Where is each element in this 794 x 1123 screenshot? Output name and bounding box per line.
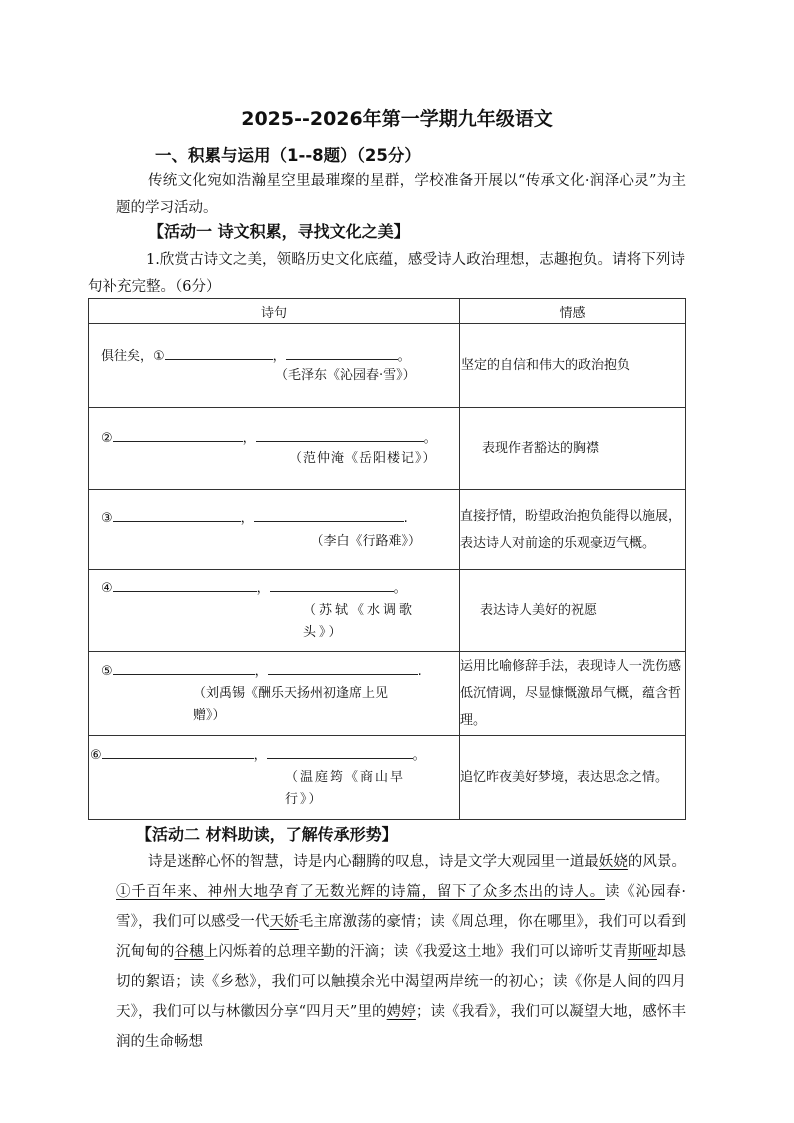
underlined-sentence: ①千百年来、神州大地孕育了无数光辉的诗篇，留下了众多杰出的诗人。 bbox=[116, 884, 605, 900]
section-heading: 一、积累与运用（1--8题）（25分） bbox=[155, 146, 421, 165]
activity-one-heading: 【活动一 诗文积累，寻找文化之美】 bbox=[148, 222, 410, 241]
answer-blank-4b[interactable] bbox=[270, 577, 394, 592]
poem-source: （范仲淹《岳阳楼记》） bbox=[289, 451, 437, 466]
answer-blank-2a[interactable] bbox=[113, 427, 243, 442]
table-header-row bbox=[89, 299, 686, 324]
answer-blank-4a[interactable] bbox=[113, 577, 257, 592]
underlined-word: 娉婷 bbox=[386, 1004, 416, 1020]
page-title: 2025--2026年第一学期九年级语文 bbox=[241, 108, 553, 130]
emotion-cell: 直接抒情，盼望政治抱负能得以施展，表达诗人对前途的乐观豪迈气概。 bbox=[460, 490, 686, 570]
emotion-cell: 追忆昨夜美好梦境，表达思念之情。 bbox=[460, 736, 686, 820]
poem-source: （刘禹锡《酬乐天扬州初逢席上见赠》） bbox=[193, 686, 389, 723]
underlined-word: 妖娆 bbox=[598, 854, 628, 870]
poem-cell: ② ， 。 （范仲淹《岳阳楼记》） bbox=[89, 408, 460, 490]
table-row bbox=[89, 408, 686, 490]
emotion-cell: 运用比喻修辞手法，表现诗人一洗伤感低沉情调，尽显慷慨激昂气概，蕴含哲理。 bbox=[460, 652, 686, 736]
emotion-cell: 表现作者豁达的胸襟 bbox=[460, 408, 686, 490]
table-row bbox=[89, 736, 686, 820]
table-row bbox=[89, 490, 686, 570]
poem-cell: 俱往矣，① ， 。 （毛泽东《沁园春·雪》） bbox=[89, 324, 460, 408]
poem-source: （温庭筠《商山早行》） bbox=[285, 770, 406, 807]
header-emotion: 情感 bbox=[460, 299, 686, 324]
poem-cell: ④ ， 。 （苏轼《水调歌头》） bbox=[89, 570, 460, 652]
table-row bbox=[89, 324, 686, 408]
underlined-word: 斯哑 bbox=[627, 944, 657, 960]
poem-source: （李白《行路难》） bbox=[310, 534, 421, 549]
poem-cell: ⑤ ， . （刘禹锡《酬乐天扬州初逢席上见赠》） bbox=[89, 652, 460, 736]
table-row bbox=[89, 570, 686, 652]
answer-blank-3a[interactable] bbox=[113, 507, 241, 522]
poem-source: （毛泽东《沁园春·雪》） bbox=[275, 368, 416, 383]
poem-cell: ⑥ ， 。 （温庭筠《商山早行》） bbox=[89, 736, 460, 820]
header-poem: 诗句 bbox=[89, 299, 460, 324]
answer-blank-6a[interactable] bbox=[102, 744, 254, 759]
underlined-word: 谷穗 bbox=[174, 944, 204, 960]
emotion-cell: 坚定的自信和伟大的政治抱负 bbox=[460, 324, 686, 408]
answer-blank-6b[interactable] bbox=[267, 744, 413, 759]
intro-paragraph: 传统文化宛如浩瀚星空里最璀璨的星群，学校准备开展以“传承文化·润泽心灵”为主题的学习活动。 bbox=[116, 173, 686, 216]
activity-two-heading: 【活动二 材料助读，了解传承形势】 bbox=[136, 825, 398, 844]
answer-blank-5a[interactable] bbox=[113, 660, 255, 675]
answer-blank-2b[interactable] bbox=[256, 427, 424, 442]
question-one: 1.欣赏古诗文之美，领略历史文化底蕴，感受诗人政治理想，志趣抱负。请将下列诗句补充完整。（6分） bbox=[88, 252, 685, 295]
poem-table bbox=[88, 298, 686, 820]
answer-blank-5b[interactable] bbox=[268, 660, 418, 675]
answer-blank-1b[interactable] bbox=[286, 345, 398, 360]
poem-source: （苏轼《水调歌头》） bbox=[303, 603, 416, 640]
underlined-word: 天娇 bbox=[269, 914, 299, 930]
table-row bbox=[89, 652, 686, 736]
emotion-cell: 表达诗人美好的祝愿 bbox=[460, 570, 686, 652]
answer-blank-3b[interactable] bbox=[254, 507, 404, 522]
answer-blank-1a[interactable] bbox=[165, 345, 273, 360]
reading-passage: 诗是迷醉心怀的智慧，诗是内心翻腾的叹息，诗是文学大观园里一道最妖娆的风景。①千百年来、神州大地孕育了无数光辉的诗篇，留下了众多杰出的诗人。读《沁园春·雪》，我们可以感受一代天娇毛主席激荡的豪情；读《周总理，你在哪里》，我们可以看到沉甸甸的谷穗上闪烁着的总理辛勤的汗滴；读《我爱这土地》我们可以谛听艾青斯哑却恳切的絮语；读《乡愁》，我们可以触摸余光中渴望两岸统一的初心；读《你是人间的四月天》，我们可以与林徽因分享“四月天”里的娉婷；读《我看》，我们可以凝望大地，感怀丰润的生命畅想 bbox=[116, 854, 687, 1050]
poem-cell: ③ ， . （李白《行路难》） bbox=[89, 490, 460, 570]
